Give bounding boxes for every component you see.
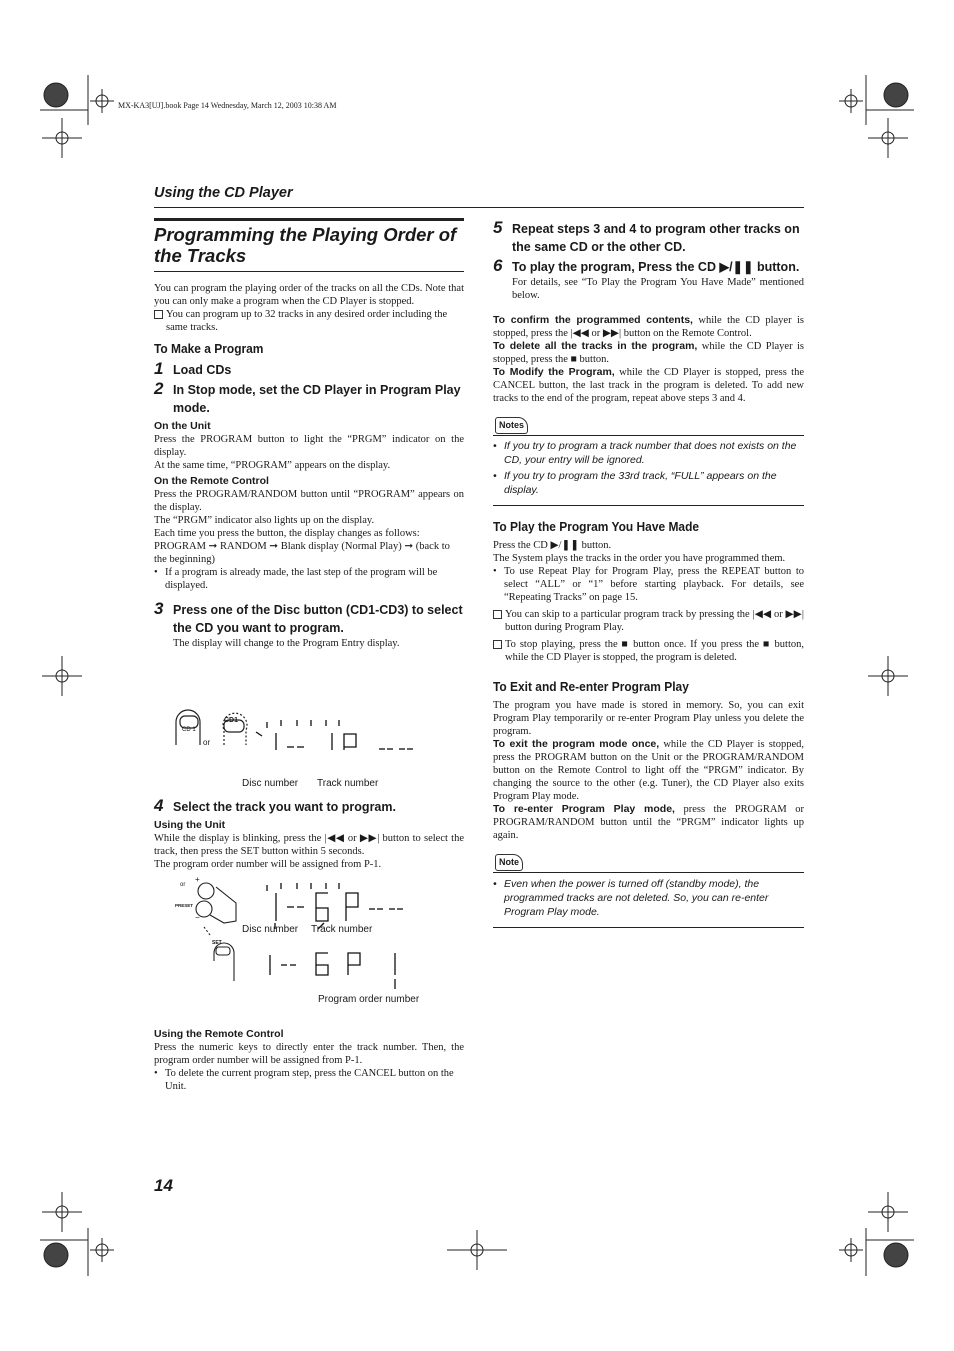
note-text: If you try to program the 33rd track, “FULL” appears on the display.: [504, 470, 777, 496]
exit-lead-text: while the CD Player is stopped, press the PROGRAM button on the Unit or the PROGRAM/RANDOM button on the Remote Control to light off the “PRGM” indicator. By changing the source to the other (e.g. Tuner), the CD Player also exits Program Play mode.: [493, 739, 805, 802]
cd1-button-label-2: CD1: [224, 717, 239, 724]
step-5: [493, 220, 804, 256]
note-icon: Note: [495, 854, 523, 871]
step-number: 3: [154, 599, 164, 618]
using-remote-bullet: • To delete the current program step, press the CANCEL button on the Unit.: [154, 1067, 464, 1093]
display-illustration: [154, 650, 464, 750]
on-remote-heading: On the Remote Control: [154, 475, 269, 487]
bullet-text: To delete the current program step, press the CANCEL button on the Unit.: [165, 1068, 454, 1092]
play-text-2: The System plays the tracks in the order you have programmed them.: [493, 553, 786, 564]
confirm-paragraph: [493, 314, 804, 340]
notes-block: [493, 415, 804, 506]
on-remote-text: Press the PROGRAM/RANDOM button until “PROGRAM” appears on the display.: [154, 489, 464, 513]
note-block: [493, 852, 804, 928]
left-column: [154, 218, 464, 1093]
check-text: To stop playing, press the ■ button once. If you press the ■ button, while the CD Player is stopped, the program is deleted.: [505, 639, 804, 663]
play-check-2: [493, 638, 804, 664]
step-text: To play the program, Press the CD ▶/❚❚ button.: [512, 260, 800, 274]
checkbox-icon: [493, 640, 502, 649]
step-1: [154, 361, 464, 379]
checkbox-icon: [493, 610, 502, 619]
modify-lead: To Modify the Program,: [493, 366, 615, 378]
step-number: 5: [493, 218, 503, 237]
exit-text: The program you have made is stored in memory. So, you can exit Program Play temporarily or re-enter Program Play unless you delete the program.: [493, 700, 804, 737]
exit-heading: To Exit and Re-enter Program Play: [493, 679, 689, 694]
using-unit-heading: Using the Unit: [154, 819, 226, 831]
on-unit-text: Press the PROGRAM button to light the “PRGM” indicator on the display.: [154, 434, 464, 458]
program-order-label: Program order number: [318, 994, 420, 1005]
delete-paragraph: [493, 340, 804, 366]
play-bullet: • To use Repeat Play for Program Play, press the REPEAT button to select “ALL” or “1” before starting playback. For details, see “Repeating Tracks” on page 15.: [493, 566, 804, 603]
check-text: You can skip to a particular program track by pressing the |◀◀ or ▶▶| button during Program Play.: [505, 609, 804, 633]
step-3-note: The display will change to the Program Entry display.: [173, 638, 400, 649]
using-unit-text: While the display is blinking, press the |◀◀ or ▶▶| button to select the track, then press the SET button within 5 seconds.: [154, 833, 464, 857]
step-number: 2: [154, 379, 164, 398]
program-entry-diagram: [154, 650, 464, 789]
section-rule: [154, 207, 804, 208]
page-title: Programming the Playing Order of the Tracks: [154, 224, 457, 266]
step-text: Repeat steps 3 and 4 to program other tracks on the same CD or the other CD.: [512, 222, 800, 254]
on-unit-text-2: At the same time, “PROGRAM” appears on the display.: [154, 460, 391, 471]
file-info-header: MX-KA3[UJ].book Page 14 Wednesday, March 12, 2003 10:38 AM: [118, 101, 337, 110]
bullet-text: To use Repeat Play for Program Play, press the REPEAT button to select “ALL” or “1” before starting playback. For details, see “Repeating Tracks” on page 15.: [504, 566, 804, 603]
step-6-note: For details, see “To Play the Program You Have Made” mentioned below.: [512, 277, 804, 301]
note-item: • If you try to program a track number that does not exists on the CD, your entry will be ignored.: [493, 439, 804, 467]
disc-number-label-2: Disc number: [242, 924, 299, 935]
title-top-bar: [154, 218, 464, 221]
or-label-2: or: [180, 882, 186, 888]
step-number: 6: [493, 256, 503, 275]
notes-icon: Notes: [495, 417, 528, 434]
or-label: or: [203, 738, 211, 747]
reenter-text: press the PROGRAM or PROGRAM/RANDOM button until the “PRGM” indicator lights up again.: [493, 804, 804, 841]
step-2: [154, 381, 464, 417]
skip-forward-icon: [198, 883, 214, 899]
step-4: [154, 798, 464, 816]
on-remote-text-4: PROGRAM ➞ RANDOM ➞ Blank display (Normal Play) ➞ (back to the beginning): [154, 541, 450, 565]
on-remote-text-3: Each time you press the button, the display changes as follows:: [154, 528, 420, 539]
set-label: SET: [212, 940, 222, 946]
step-6: [493, 258, 804, 276]
disc-number-label: Disc number: [242, 778, 299, 789]
step-number: 4: [154, 796, 164, 815]
exit-lead: To exit the program mode once,: [493, 738, 660, 750]
step-text: In Stop mode, set the CD Player in Program Play mode.: [173, 383, 461, 415]
confirm-text: while the CD player is stopped, press the |◀◀ or ▶▶| button on the Remote Control.: [493, 315, 804, 339]
track-number-label: Track number: [317, 778, 379, 789]
title-underline: [154, 271, 464, 272]
step-number: 1: [154, 359, 164, 378]
on-remote-text-2: The “PRGM” indicator also lights up on the display.: [154, 515, 375, 526]
reenter-lead: To re-enter Program Play mode,: [493, 803, 675, 815]
note-item: • If you try to program the 33rd track, “FULL” appears on the display.: [493, 469, 804, 497]
using-unit-text-2: The program order number will be assigned from P-1.: [154, 859, 382, 870]
note-rule: [493, 872, 804, 873]
intro-check-item: [154, 308, 464, 334]
step-text: Press one of the Disc button (CD1-CD3) to select the CD you want to program.: [173, 603, 463, 635]
note-item: • Even when the power is turned off (standby mode), the programmed tracks are not deleted. So, you can re-enter Program Play mode.: [493, 877, 804, 919]
track-number-label-2: Track number: [311, 924, 373, 935]
intro-text: You can program the playing order of the tracks on all the CDs. Note that you can only make a program when the CD Player is stopped.: [154, 283, 464, 307]
confirm-lead: To confirm the programmed contents,: [493, 314, 693, 326]
preset-label: PRESET: [175, 903, 194, 908]
section-title: Using the CD Player: [154, 185, 293, 201]
using-remote-text: Press the numeric keys to directly enter the track number. Then, the program order number will be assigned from P-1.: [154, 1042, 464, 1066]
play-check-1: [493, 608, 804, 634]
intro-check-text: You can program up to 32 tracks in any desired order including the same tracks.: [166, 309, 448, 333]
play-text-1: Press the CD ▶/❚❚ button.: [493, 540, 612, 551]
notes-rule: [493, 435, 804, 436]
track-select-diagram: [154, 871, 464, 1026]
delete-text: while the CD Player is stopped, press the ■ button.: [493, 341, 804, 365]
step-text: Load CDs: [173, 363, 232, 377]
step-3: [154, 601, 464, 637]
using-remote-heading: Using the Remote Control: [154, 1028, 284, 1040]
page-number: 14: [154, 1176, 173, 1195]
modify-paragraph: [493, 366, 804, 405]
plus-label: +: [195, 875, 200, 884]
exit-paragraph: [493, 738, 804, 803]
minus-label: −: [195, 913, 200, 922]
reenter-paragraph: [493, 803, 804, 842]
on-remote-bullet: • If a program is already made, the last step of the program will be displayed.: [154, 566, 464, 592]
cd1-button-label: CD 1: [182, 727, 196, 733]
modify-text: while the CD Player is stopped, press the CANCEL button, the last track in the program is deleted. To add new tracks to the end of the program, repeat above steps 3 and 4.: [493, 367, 804, 404]
make-program-heading: To Make a Program: [154, 341, 264, 356]
step-text: Select the track you want to program.: [173, 800, 396, 814]
on-unit-heading: On the Unit: [154, 420, 211, 432]
notes-end-rule: [493, 505, 804, 506]
right-column: [493, 218, 804, 928]
note-end-rule: [493, 927, 804, 928]
note-text: If you try to program a track number that does not exists on the CD, your entry will be ignored.: [504, 440, 797, 466]
checkbox-icon: [154, 310, 163, 319]
play-program-heading: To Play the Program You Have Made: [493, 519, 700, 534]
delete-lead: To delete all the tracks in the program,: [493, 340, 698, 352]
note-text: Even when the power is turned off (standby mode), the programmed tracks are not deleted. So, you can re-enter Program Play mode.: [504, 878, 769, 918]
bullet-text: If a program is already made, the last step of the program will be displayed.: [165, 567, 438, 591]
